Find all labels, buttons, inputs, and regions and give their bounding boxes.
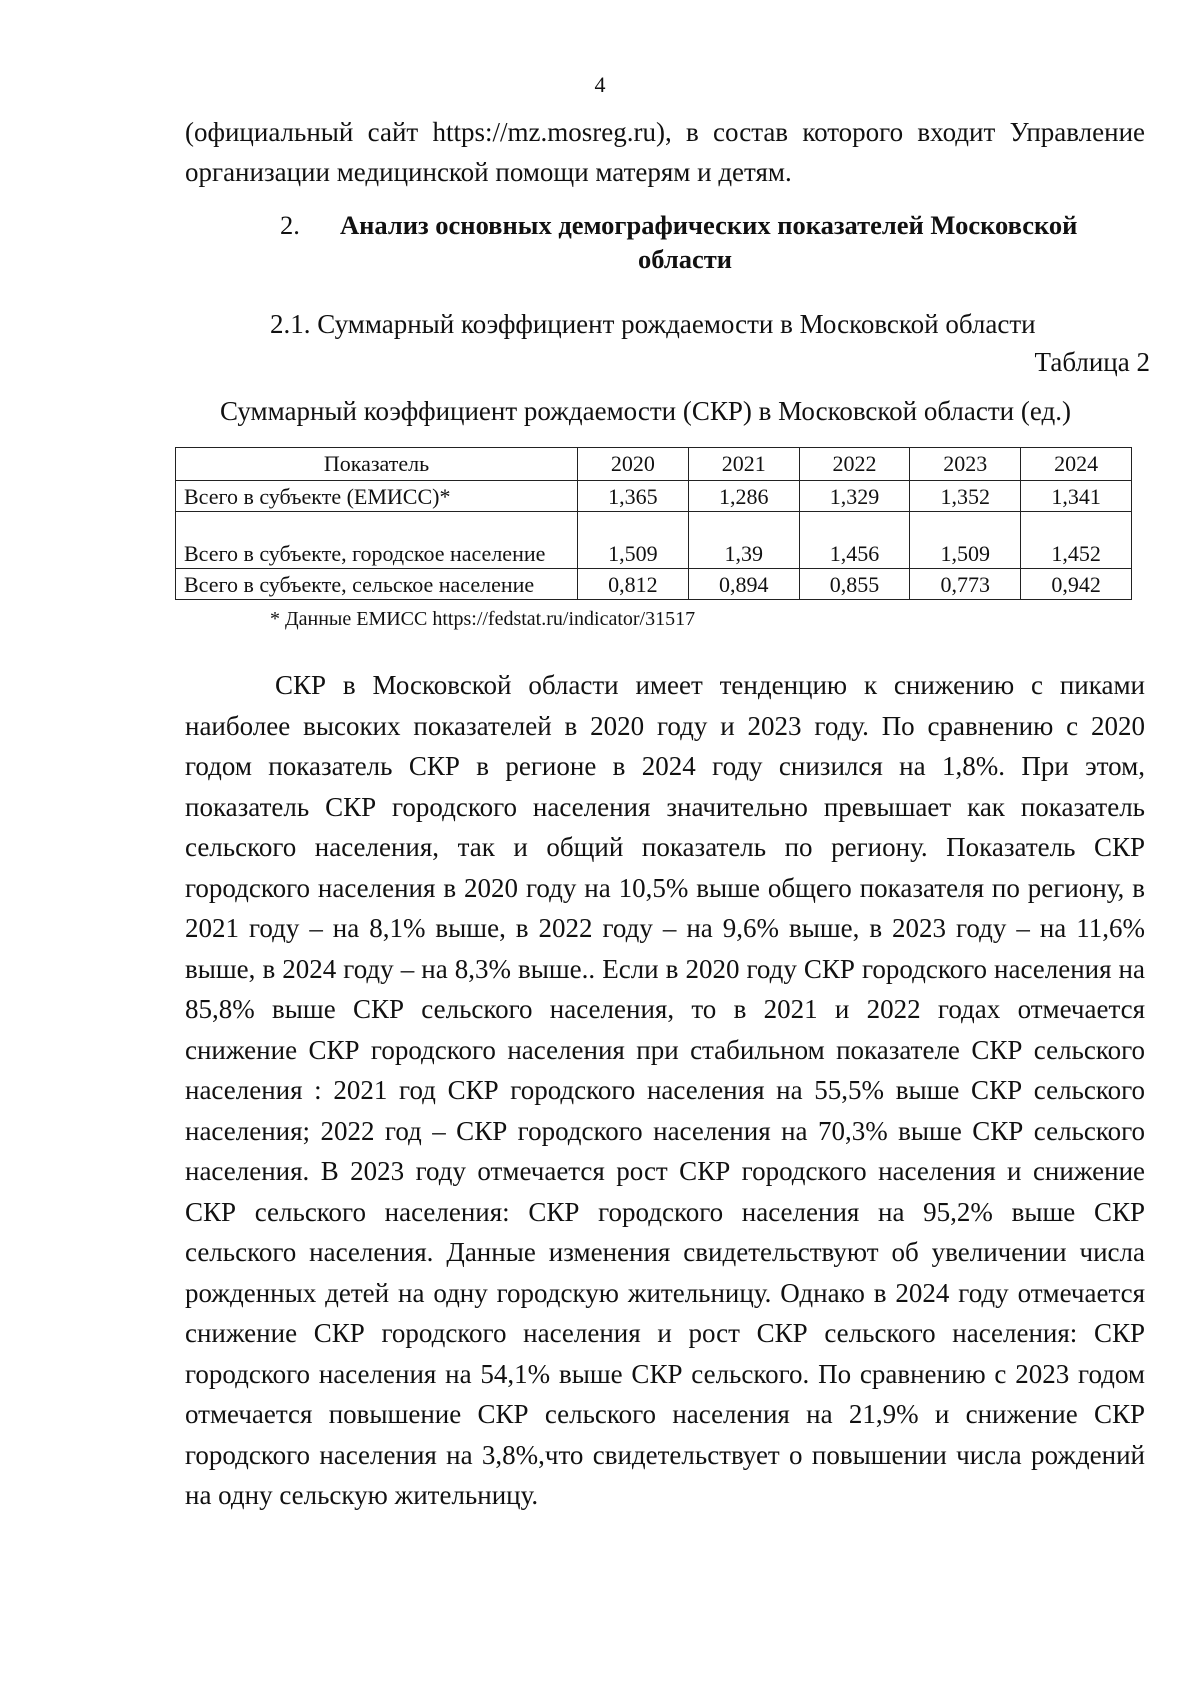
table-cell: 1,365 [578,481,689,512]
table-row [176,481,1132,512]
intro-paragraph: (официальный сайт https://mz.mosreg.ru), в состав которого входит Управление организации медицинской помощи матерям и детям. [185,117,1145,187]
row-label: Всего в субъекте, сельское население [176,569,578,600]
table-footnote: * Данные ЕМИСС https://fedstat.ru/indicator/31517 [270,608,696,630]
table-cell: 1,39 [688,512,799,569]
header-cell: 2024 [1021,448,1132,481]
table-cell: 0,894 [688,569,799,600]
table-row [176,512,1132,569]
section-heading [280,208,1150,276]
section-title-line1: Анализ основных демографических показателей Московской [340,210,1078,240]
table-number: Таблица 2 [1034,347,1150,377]
header-cell: 2022 [799,448,910,481]
section-number: 2. [280,210,300,240]
table-cell: 1,509 [578,512,689,569]
subsection-number: 2.1. [270,309,311,339]
table-cell: 0,773 [910,569,1021,600]
subsection-heading [270,306,1150,342]
page-number: 4 [594,72,606,97]
birth-rate-table [175,447,1132,600]
table-caption: Суммарный коэффициент рождаемости (СКР) в Московской области (ед.) [220,396,1071,426]
header-cell: 2021 [688,448,799,481]
table-cell: 1,452 [1021,512,1132,569]
table-row [176,569,1132,600]
table-header-row [176,448,1132,481]
table-cell: 0,812 [578,569,689,600]
header-cell: 2023 [910,448,1021,481]
table-cell: 1,509 [910,512,1021,569]
table-cell: 1,341 [1021,481,1132,512]
table-cell: 1,456 [799,512,910,569]
table-cell: 1,352 [910,481,1021,512]
section-title-line2: области [637,244,732,274]
table-cell: 1,286 [688,481,799,512]
header-cell: 2020 [578,448,689,481]
table-cell: 0,855 [799,569,910,600]
row-label: Всего в субъекте, городское население [176,512,578,569]
table-cell: 1,329 [799,481,910,512]
header-cell: Показатель [176,448,578,481]
table-cell: 0,942 [1021,569,1132,600]
subsection-title: Суммарный коэффициент рождаемости в Московской области [317,309,1036,339]
body-paragraph: СКР в Московской области имеет тенденцию к снижению с пиками наиболее высоких показателей в 2020 году и 2023 году. По сравнению с 2020 годом показатель СКР в регионе в 2024 году снизился на 1,8%. При этом, показатель СКР городского населения значительно превышает как показатель сельского населения, так и общий показатель по региону. Показатель СКР городского населения в 2020 году на 10,5% выше общего показателя по региону, в 2021 году – на 8,1% выше, в 2022 году – на 9,6% выше, в 2023 году – на 11,6% выше, в 2024 году – на 8,3% выше.. Если в 2020 году СКР городского населения на 85,8% выше СКР сельского населения, то в 2021 и 2022 годах отмечается снижение СКР городского населения при стабильном показателе СКР сельского населения : 2021 год СКР городского населения на 55,5% выше СКР сельского населения; 2022 год – СКР городского населения на 70,3% выше СКР сельского населения. В 2023 году отмечается рост СКР городского населения и снижение СКР сельского населения: СКР городского населения на 95,2% выше СКР сельского населения. Данные изменения свидетельствуют об увеличении числа рожденных детей на одну городскую жительницу. Однако в 2024 году отмечается снижение СКР городского населения и рост СКР сельского населения: СКР городского населения на 54,1% выше СКР сельского. По сравнению с 2023 годом отмечается повышение СКР сельского населения на 21,9% и снижение СКР городского населения на 3,8%,что свидетельствует о повышении числа рождений на одну сельскую жительницу. [185,670,1145,1510]
row-label: Всего в субъекте (ЕМИСС)* [176,481,578,512]
